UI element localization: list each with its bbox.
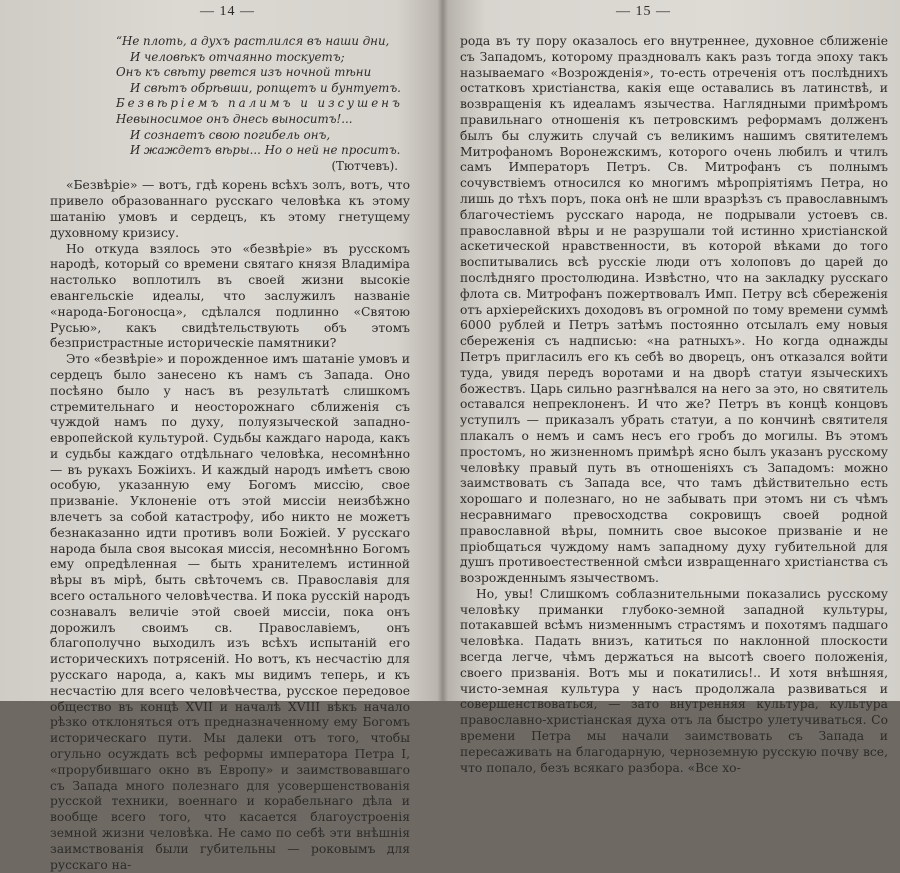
- left-page-text: [50, 34, 410, 873]
- poem-line: Онъ къ свѣту рвется изъ ночной тѣни: [116, 65, 372, 80]
- paragraph: Это «безвѣріе» и порожденное имъ шатаніе умовъ и сердецъ было занесено къ намъ съ Запада. Оно посѣяно было у насъ въ результатѣ слишкомъ стремительнаго и неосторожнаго сближенія съ чуждой намъ по духу, полуязыческой западно-европейской культурой. Судьбы каждаго народа, какъ и судьбы каждаго отдѣльнаго человѣка, несомнѣнно — въ рукахъ Божіихъ. И каждый народъ имѣетъ свою особую, указанную ему Богомъ миссію, свое призваніе. Уклоненіе отъ этой миссіи неизбѣжно влечетъ за собой катастрофу, ибо никто не можетъ безнаказанно идти противъ воли Божіей. У русскаго народа была своя высокая миссія, несомнѣнно Богомъ ему опредѣленная — быть хранителемъ истинной вѣры въ мірѣ, быть свѣточемъ св. Православія для всего остального человѣчества. И пока русскій народъ сознавалъ величіе этой своей миссіи, пока онъ дорожилъ своимъ св. Православіемъ, онъ благополучно выходилъ изъ всѣхъ испытаній его историческихъ потрясеній. Но вотъ, къ несчастію для русскаго народа, а, какъ мы видимъ теперь, и къ несчастію для всего человѣчества, русское передовое общество въ концѣ XVII и началѣ XVIII вѣкъ начало рѣзко отклоняться отъ предназначенному ему Богомъ историческаго пути. Мы далеки отъ того, чтобы огульно осуждать всѣ реформы императора Петра I, «прорубившаго окно въ Европу» и заимствовавшаго съ Запада много полезнаго для усовершенствованія русской техники, военнаго и корабельнаго дѣла и вообще всего того, что касается благоустроенія земной жизни человѣка. Не само по себѣ эти внѣшнія заимствованія были губительны — роковымъ для русскаго на-: [50, 352, 410, 872]
- paragraph: «Безвѣріе» — вотъ, гдѣ корень всѣхъ золъ, вотъ, что привело образованнаго русскаго человѣка къ этому шатанію умовъ и сердецъ, къ этому гнетущему духовному кризису.: [50, 178, 410, 240]
- poem-line: Безвѣріемъ палимъ и изсушенъ: [116, 96, 403, 111]
- poem-line: “Не плоть, а духъ растлился въ наши дни,: [116, 34, 390, 48]
- right-page: [446, 0, 900, 775]
- paragraph: рода въ ту пору оказалось его внутреннее, духовное сближеніе съ Западомъ, которому праздновалъ какъ разъ тогда эпоху такъ называемаго «Возрожденія», то-есть отреченія отъ послѣднихъ остатковъ христіанства, какія еще оставались въ латинствѣ, и возвращенія къ идеаламъ язычества. Наглядными примѣромъ правильнаго отношенія къ петровскимъ реформамъ долженъ былъ бы служить случай съ великимъ нашимъ святителемъ Митрофаномъ Воронежскимъ, которого очень любилъ и чтилъ самъ Императоръ Петръ. Св. Митрофанъ съ полнымъ сочувствіемъ относился ко многимъ мѣропріятіямъ Петра, но лишь до тѣхъ поръ, пока онѣ не шли вразрѣзъ съ православнымъ благочестіемъ русскаго народа, не подрывали устоевъ св. православной вѣры и не разрушали той истинно христіанской аскетической нравственности, въ которой вѣками до того воспитывались всѣ русскіе люди отъ холоповъ до царей до послѣдняго простолюдина. Извѣстно, что на закладку русскаго флота св. Митрофанъ пожертвовалъ Имп. Петру всѣ сбереженія отъ архіерейскихъ доходовъ въ огромной по тому времени суммѣ 6000 рублей и Петръ затѣмъ постоянно отсылалъ ему новыя сбереженія съ надписью: «на ратныхъ». Но когда однажды Петръ пригласилъ его къ себѣ во дворецъ, онъ отказался войти туда, увидя передъ воротами и на дворѣ статуи языческихъ божествъ. Царь сильно разгнѣвался на него за это, но святитель оставался непреклоненъ. И что же? Петръ въ концѣ концовъ уступилъ — приказалъ убрать статуи, а по кончинѣ святителя плакалъ о немъ и самъ несъ его гробъ до могилы. Въ этомъ простомъ, но жизненномъ примѣрѣ ясно былъ указанъ русскому человѣку правый путь въ отношеніяхъ съ Западомъ: можно заимствовать съ Запада все, что тамъ дѣйствительно есть хорошаго и полезнаго, но не забывать при этомъ ни съ чѣмъ несравнимаго превосходства сокровищъ своей родной православной вѣры, помнить свое высокое призваніе и не пріобщаться чуждому намъ западному духу губительной для душъ противоестественной смѣси извращеннаго христіанства съ возрожденнымъ язычествомъ.: [460, 34, 888, 586]
- left-page: [0, 0, 436, 872]
- right-page-text: [460, 34, 888, 776]
- page-number-left: — 14 —: [200, 4, 255, 19]
- poem-line: И свѣтъ обрѣвши, ропщетъ и бунтуетъ.: [130, 80, 401, 95]
- poem-epigraph: [116, 34, 410, 174]
- paragraph: Но откуда взялось это «безвѣріе» въ русскомъ народѣ, который со времени святаго князя Владиміра настолько воплотилъ въ своей жизни высокіе евангельскіе идеалы, что заслужилъ названіе «народа-Богоносца», сдѣлался подлинно «Святою Русью», какъ свидѣтельствують объ этомъ безпристрастные историческіе памятники?: [50, 241, 410, 351]
- page-number-right: — 15 —: [616, 4, 671, 19]
- poem-line: И жаждетъ вѣры... Но о ней не проситъ.: [130, 143, 401, 158]
- paragraph: Но, увы! Слишкомъ соблазнительными показались русскому человѣку приманки глубоко-земной западной культуры, потакавшей всѣмъ низменнымъ страстямъ и похотямъ падшаго человѣка. Падать внизъ, катиться по наклонной плоскости всегда легче, чѣмъ держаться на высотѣ своего положенія, своего призванія. Вотъ мы и покатились!.. И хотя внѣшняя, чисто-земная культура у насъ продолжала развиваться и совершенствоваться, — зато внутренняя культура, культура православно-христіанская духа отъ ла быстро улетучиваться. Со времени Петра мы начали заимствовать съ Запада и пересаживать на благодарную, черноземную русскую почву все, что попало, безъ всякаго разбора. «Все хо-: [460, 586, 888, 775]
- poem-line: И человѣкъ отчаянно тоскуетъ;: [130, 49, 345, 64]
- poem-signature: (Тютчевъ).: [331, 158, 398, 173]
- poem-line: И сознаетъ свою погибель онъ,: [130, 127, 331, 142]
- poem-line: Невыносимое онъ днесь выноситъ!...: [116, 111, 353, 126]
